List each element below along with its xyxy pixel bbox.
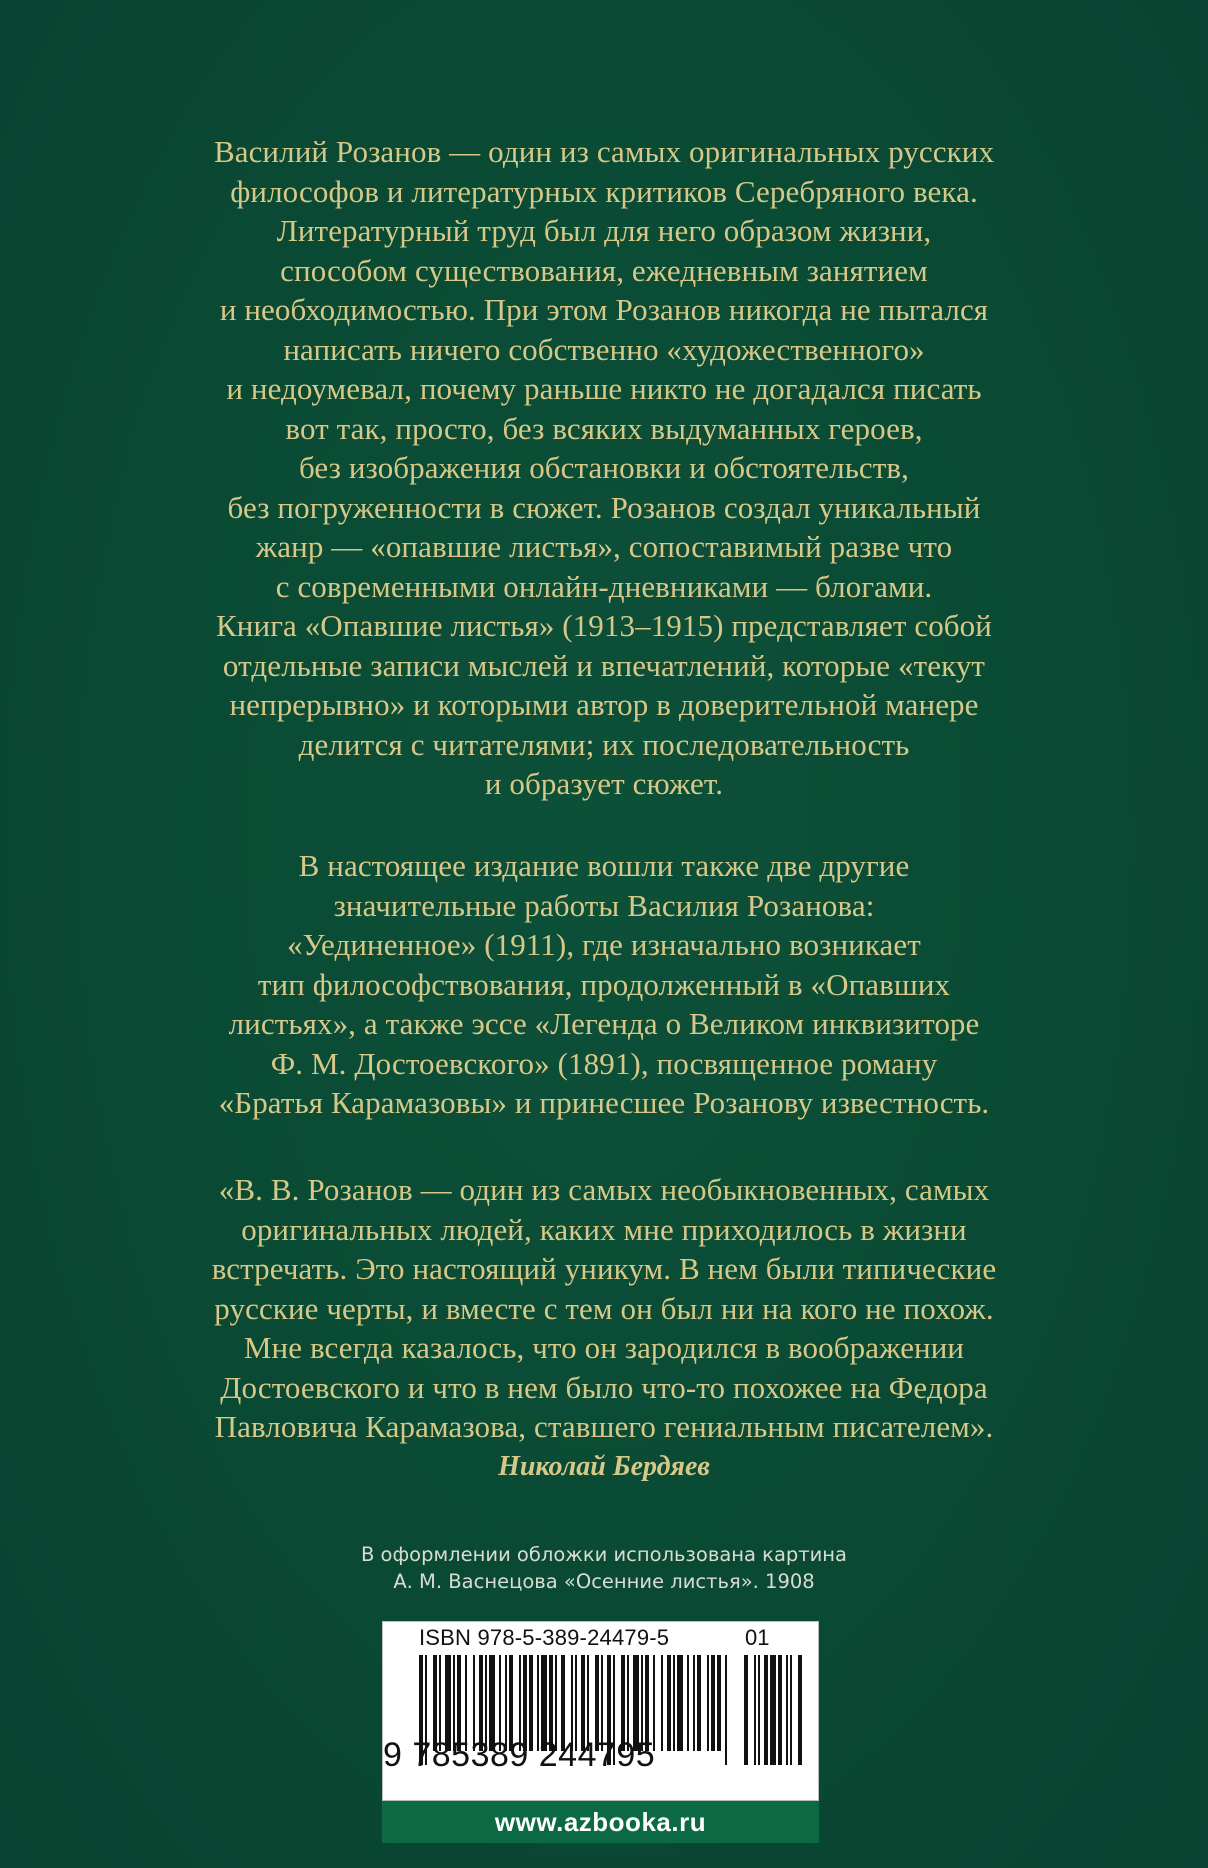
text-line: Мне всегда казалось, что он зародился в воображении [243, 1330, 965, 1365]
text-line: тип философствования, продолженный в «Опавших [257, 966, 951, 1002]
text-line: с современными онлайн-дневниками — блогами. [275, 568, 933, 604]
barcode-addon-bar [790, 1655, 792, 1765]
text-line: Василий Розанов — один из самых оригинальных русских [213, 134, 995, 169]
barcode-bar [661, 1655, 663, 1751]
text-line: Ф. М. Достоевского» (1891), посвященное роману [270, 1045, 938, 1081]
barcode-bar [687, 1655, 689, 1751]
text-line: Павловича Карамазова, ставшего гениальным писателем». [214, 1409, 994, 1444]
barcode-addon-bar [764, 1655, 768, 1765]
barcode-bar [677, 1655, 683, 1751]
quote-author: Николай Бердяев [498, 1451, 710, 1482]
text-line: вот так, просто, без всяких выдуманных героев, [285, 410, 923, 446]
text-line: В настоящее издание вошли также две другие [298, 848, 910, 883]
text-line: и необходимостью. При этом Розанов никогда не пытался [219, 292, 989, 327]
barcode-bar [693, 1655, 695, 1751]
barcode-bar [667, 1655, 671, 1751]
text-line: Книга «Опавшие листья» (1913–1915) представляет собой [216, 608, 992, 643]
text-line: философов и литературных критиков Серебряного века. [230, 173, 978, 209]
cover-art-credit-line-1: В оформлении обложки использована картина [360, 1543, 848, 1566]
barcode-addon-bar [778, 1655, 782, 1765]
isbn-label: ISBN 978-5-389-24479-5 [419, 1625, 670, 1650]
text-line: «В. В. Розанов — один из самых необыкновенных, самых [218, 1172, 990, 1207]
barcode-addon-bar [798, 1655, 802, 1765]
text-line: отдельные записи мыслей и впечатлений, которые «текут [222, 647, 986, 683]
barcode-addon-bar [758, 1655, 760, 1765]
barcode-addon-bar [770, 1655, 776, 1765]
annotation-paragraph-1 [0, 132, 1208, 804]
text-line: «Уединенное» (1911), где изначально возникает [287, 927, 921, 962]
text-line: и образует сюжет. [484, 766, 724, 801]
text-line: русские черты, и вместе с тем он был ни на кого не похож. [214, 1290, 994, 1326]
text-line: способом существования, ежедневным занятием [280, 252, 928, 288]
barcode-addon-bar [786, 1655, 788, 1765]
text-line: без погруженности в сюжет. Розанов создал уникальный [227, 489, 981, 525]
berdyaev-quote [0, 1170, 1208, 1447]
barcode-bar [697, 1655, 701, 1751]
text-line: листьях», а также эссе «Легенда о Великом инквизиторе [228, 1006, 980, 1041]
text-line: «Братья Карамазовы» и принесшее Розанову известность. [218, 1085, 990, 1120]
text-line: значительные работы Василия Розанова: [333, 887, 875, 923]
annotation-paragraph-2 [0, 846, 1208, 1123]
isbn-barcode-panel [382, 1621, 819, 1801]
ean-digits: 9 785389 244795 [383, 1736, 656, 1774]
publisher-url[interactable]: www.azbooka.ru [382, 1801, 819, 1843]
barcode-bar [711, 1655, 715, 1751]
text-line: написать ничего собственно «художественного» [283, 331, 925, 367]
text-line: Литературный труд был для него образом жизни, [276, 213, 932, 248]
isbn-addon-code: 01 [745, 1625, 770, 1650]
barcode-bar [707, 1655, 709, 1751]
text-line: встречать. Это настоящий уникум. В нем были типические [211, 1251, 997, 1286]
barcode-bar [673, 1655, 675, 1751]
text-line: без изображения обстановки и обстоятельств, [298, 450, 910, 485]
barcode-addon-bar [744, 1655, 748, 1765]
text-line: и недоумевал, почему раньше никто не догадался писать [226, 371, 982, 406]
text-line: делится с читателями; их последовательность [298, 726, 910, 762]
barcode-addon-bar [754, 1655, 756, 1765]
cover-art-credit-line-2: А. М. Васнецова «Осенние листья». 1908 [393, 1570, 815, 1593]
barcode-bar [717, 1655, 721, 1751]
text-line: жанр — «опавшие листья», сопоставимый разве что [255, 529, 953, 564]
text-line: Достоевского и что в нем было что-то похожее на Федора [220, 1369, 988, 1405]
text-line: непрерывно» и которыми автор в доверительной манере [229, 687, 979, 722]
barcode-bar [725, 1655, 727, 1765]
text-line: оригинальных людей, каких мне приходилось в жизни [241, 1211, 967, 1247]
